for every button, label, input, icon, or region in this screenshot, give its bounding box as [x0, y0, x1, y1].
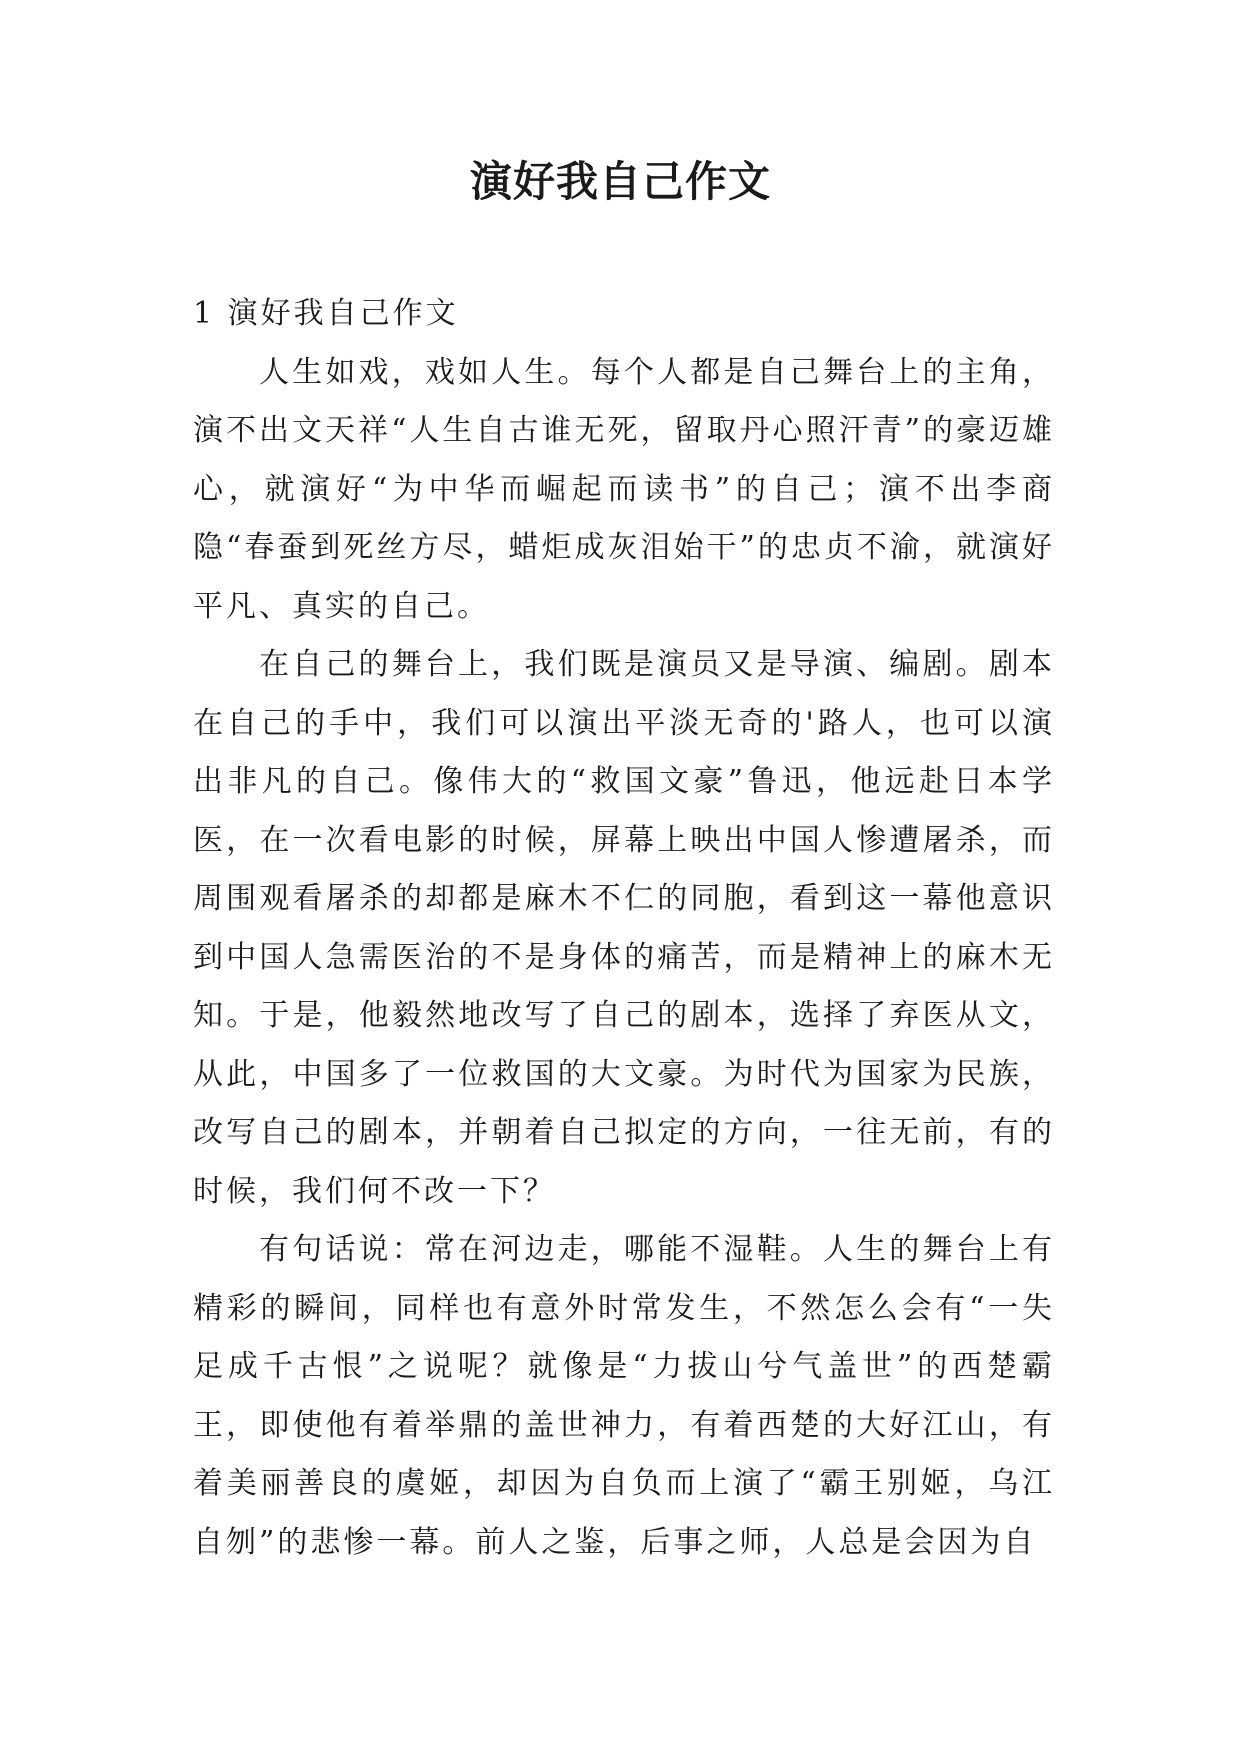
section-heading: 1 演好我自己作文	[193, 296, 459, 331]
paragraph-1: 人生如戏，戏如人生。每个人都是自己舞台上的主角，演不出文天祥“人生自古谁无死，留取丹心照汗青”的豪迈雄心，就演好“为中华而崛起而读书”的自己；演不出李商隐“春蚕到死丝方尽，蜡炬成灰泪始干”的忠贞不渝，就演好平凡、真实的自己。	[193, 354, 1055, 624]
document-body	[193, 285, 1055, 1572]
document-title: 演好我自己作文	[469, 157, 771, 206]
paragraph-2: 在自己的舞台上，我们既是演员又是导演、编剧。剧本在自己的手中，我们可以演出平淡无奇的'路人，也可以演出非凡的自己。像伟大的“救国文豪”鲁迅，他远赴日本学医，在一次看电影的时候，屏幕上映出中国人惨遭屠杀，而周围观看屠杀的却都是麻木不仁的同胞，看到这一幕他意识到中国人急需医治的不是身体的痛苦，而是精神上的麻木无知。于是，他毅然地改写了自己的剧本，选择了弃医从文，从此，中国多了一位救国的大文豪。为时代为国家为民族，改写自己的剧本，并朝着自己拟定的方向，一往无前，有的时候，我们何不改一下？	[193, 647, 1055, 1209]
paragraph-3: 有句话说：常在河边走，哪能不湿鞋。人生的舞台上有精彩的瞬间，同样也有意外时常发生，不然怎么会有“一失足成千古恨”之说呢？就像是“力拔山兮气盖世”的西楚霸王，即使他有着举鼎的盖世神力，有着西楚的大好江山，有着美丽善良的虞姬，却因为自负而上演了“霸王别姬，乌江自刎”的悲惨一幕。前人之鉴，后事之师，人总是会因为自	[193, 1232, 1055, 1560]
